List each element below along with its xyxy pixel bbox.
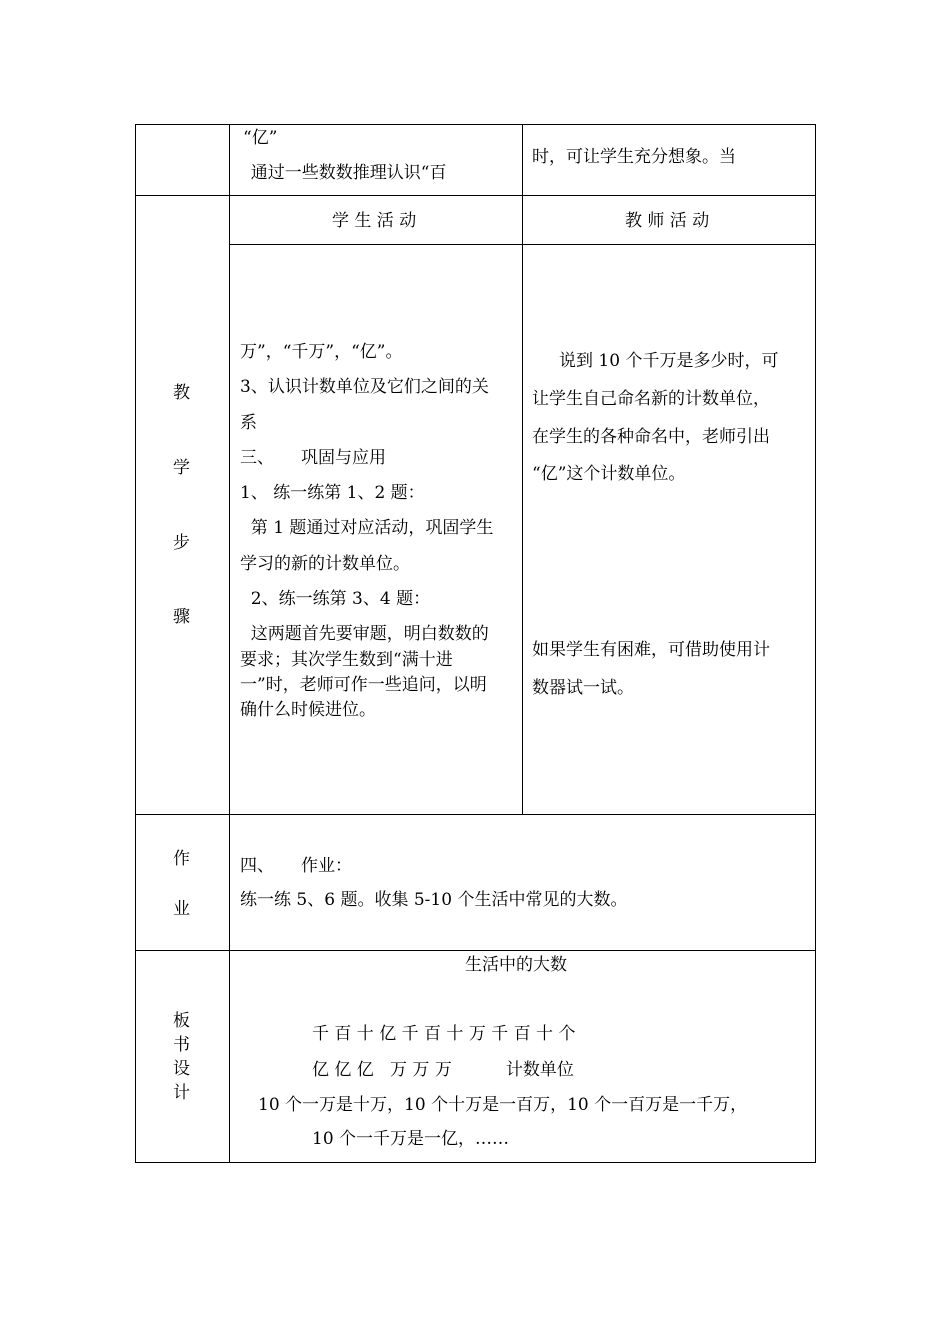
board-text-line: 10 个一万是十万，10 个十万是一百万，10 个一百万是一千万， (258, 1095, 748, 1115)
student-activity-line: 万”，“千万”，“亿”。 (240, 342, 403, 362)
teacher-activity-line: 让学生自己命名新的计数单位， (532, 389, 770, 409)
student-activity-line: 1、 练一练第 1、2 题： (240, 483, 425, 503)
student-activity-line: 确什么时候进位。 (240, 700, 376, 720)
student-activity-line: 要求；其次学生数到“满十进 (240, 650, 453, 670)
table-row-divider (135, 195, 816, 196)
table-border-left (135, 124, 136, 1163)
student-activity-text: 通过一些数数推理认识“百 (240, 163, 447, 183)
homework-text: 练一练 5、6 题。收集 5-10 个生活中常见的大数。 (240, 890, 628, 910)
homework-heading: 四、 作业： (240, 856, 353, 876)
board-label-char: 计 (173, 1083, 190, 1103)
student-activity-text: “亿” (243, 128, 278, 148)
board-label-char: 板 (173, 1011, 190, 1031)
board-title: 生活中的大数 (465, 955, 567, 975)
student-activity-line: 3、认识计数单位及它们之间的关 (240, 377, 489, 397)
teacher-activity-text: 时，可让学生充分想象。当 (532, 147, 736, 167)
teacher-activity-line: 如果学生有困难，可借助使用计 (532, 640, 770, 660)
homework-label-char: 作 (173, 849, 190, 869)
table-column-divider (522, 124, 523, 815)
board-text-line: 10 个一千万是一亿，…… (312, 1129, 510, 1149)
table-border-top (135, 124, 816, 125)
table-border-bottom (135, 1162, 816, 1163)
board-units-row: 亿 亿 亿 万 万 万 计数单位 (312, 1060, 574, 1080)
steps-label-char: 教 (173, 383, 190, 403)
student-activity-line: 第 1 题通过对应活动，巩固学生 (240, 518, 494, 538)
steps-label-char: 骤 (173, 607, 190, 627)
table-row-divider (135, 814, 816, 815)
teacher-activity-header: 教 师 活 动 (625, 211, 710, 231)
student-activity-line: 2、练一练第 3、4 题： (240, 589, 431, 609)
student-activity-line: 一”时，老师可作一些追问，以明 (240, 675, 487, 695)
teacher-activity-line: 在学生的各种命名中，老师引出 (532, 427, 770, 447)
student-activity-header: 学 生 活 动 (332, 211, 417, 231)
steps-label-char: 步 (173, 533, 190, 553)
teacher-activity-line: “亿”这个计数单位。 (532, 464, 686, 484)
student-activity-line: 学习的新的计数单位。 (240, 554, 410, 574)
homework-label-char: 业 (173, 899, 190, 919)
board-units-row: 千 百 十 亿 千 百 十 万 千 百 十 个 (312, 1024, 576, 1044)
student-activity-line: 系 (240, 413, 257, 433)
teacher-activity-line: 数器试一试。 (532, 678, 634, 698)
steps-label-char: 学 (173, 458, 190, 478)
student-activity-line: 三、 巩固与应用 (240, 448, 387, 468)
table-column-divider (229, 124, 230, 1163)
teacher-activity-line: 说到 10 个千万是多少时，可 (532, 351, 779, 371)
board-label-char: 书 (173, 1035, 190, 1055)
board-label-char: 设 (173, 1059, 190, 1079)
student-activity-line: 这两题首先要审题，明白数数的 (240, 624, 489, 644)
table-border-right (815, 124, 816, 1163)
table-row-divider (135, 950, 816, 951)
